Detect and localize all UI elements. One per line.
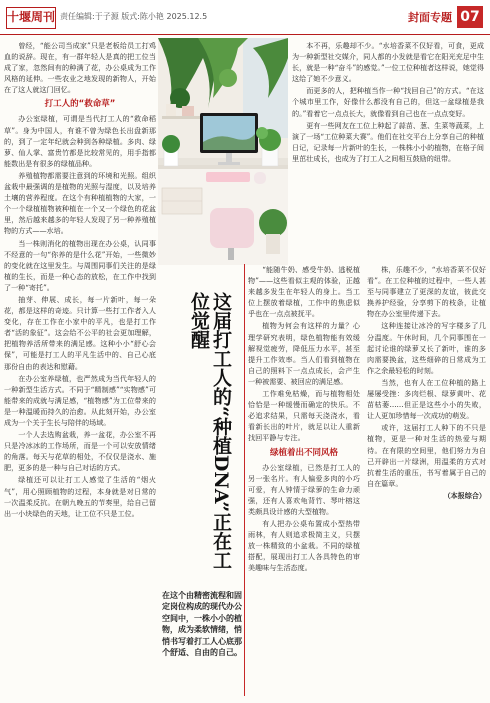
paragraph: 当一株则消化的植物出现在办公桌，认同事不经意的一句“你养的是什么花”开始，一些微妙的变化就在这里发生。与周围同事们关注的是绿植的生长，而是一种心态的放松，在工作中找到了一种“寄托”。 (4, 238, 156, 292)
main-headline: 这届打工人的“种植DNA”正在工位觉醒 (188, 292, 232, 570)
section-heading: 打工人的“救命草” (44, 99, 116, 110)
editor-credits: 责任编辑:于子源 版式:陈小艳 2025.12.5 (60, 12, 208, 21)
paragraph: 植物为何会有这样的力量？心理学研究表明，绿色植物能有效缓解视觉疲劳，降低压力水平，甚至提升工作效率。当人们看到植物在自己的照料下一点点成长，会产生一种被需要、被回应的满足感。 (248, 321, 360, 386)
column-name: 封面专题 (408, 11, 452, 24)
paragraph: 而更多的人，把种植当作一种“找回自己”的方式。“在这个城市里工作，好像什么都没有自己的，但这一盆绿植是我的。”看着它一点点长大，就像看到自己也在一点点变好。 (292, 86, 484, 118)
paragraph: 办公室绿植，已然是打工人的另一张名片。有人偏爱多肉的小巧可爱，有人钟情于绿萝的生命力顽强，还有人喜欢龟背竹、琴叶榕这类颇具设计感的大型植物。 (248, 462, 360, 516)
masthead-logo: 十堰周刊 (6, 7, 56, 29)
paragraph: 株，乐趣不少，“水培香菜不仅好看”。在工位种植的过程中，一些人甚至与同事建立了更深的友谊，彼此交换养护经验，分享剪下的枝条，让植物在办公室里传递下去。 (367, 265, 486, 319)
paragraph: 当然，也有人在工位种植的路上屡屡受挫：多肉烂根、绿萝黄叶、花苗枯萎……但正是这些小小的失败，让人更加珍惜每一次成功的萌发。 (367, 377, 486, 421)
paragraph: 这种连接让冰冷的写字楼多了几分温度。午休时间，几个同事围在一起讨论谁的绿萝又长了新叶，谁的多肉需要换盆，这些细碎的日常成为工作之余最轻松的时刻。 (367, 321, 486, 375)
paragraph: 绿植还可以让打工人感觉了生活的“烟火气”，用心照顾植物的过程，本身就是对日常的一次温柔反抗。在朝九晚五的节奏里，给自己留出一小块绿色的天地，让工位不只是工位。 (4, 475, 156, 518)
paragraph: 工作难免枯燥，而与植物相处恰恰是一种缓慢而确定的快乐。不必追求结果，只需每天浇浇水，看看新长出的叶片，就足以让人重新找回平静与专注。 (248, 389, 360, 443)
paragraph: 办公室绿植，可谓是当代打工人的“救命稻草”。身为中国人，有谁不曾为绿色长出盘新那的，到了一定年纪就会种到各种绿植。多肉、绿萝、仙人掌、富贵竹都是比较常见的，用手指都能数出是有很多的绿植品种。 (4, 114, 156, 168)
paragraph: 在办公室养绿植，也严然成为当代年轻人的一种新型生活方式。不同于“精制感”“实物感”可能带来的成就与满足感，“植物感”为工位带来的是一种温暖而持久的治愈。从此刻开始，办公室成为一个关于生长与陪伴的场域。 (4, 373, 156, 427)
page-number: 07 (457, 6, 483, 28)
subheadline: 在这个由精密流程和固定岗位构成的现代办公空间中，一株小小的植物，成为柔软情绪，悄悄书写着打工人心底那个舒适、自由的自己。 (162, 590, 242, 658)
paragraph: 养殖植物都需要注意到的环境和光照。组织盆栽中最强调的是植物的光照与湿度，以及培养土壤的营养程度。在这个有种植植物的大家，一个一个绿植植物被种植在一个又一个绿色的花盆里，然后越来越多的年轻人发现了另一种养殖植物的方式——水培。 (4, 170, 156, 236)
article-column-4 (367, 264, 486, 696)
paragraph: 曾经，“能公司当成家”只是老板给员工打鸡血的说辞。现在，有一群年轻人是真的把工位当成了家，忽然间有的种满了花，办公桌成为工作风格的延伸。一些农业之地发现的新物人，开始在了这人就这门回忆。 (4, 41, 156, 95)
paragraph: 抽芽、伸展、成长，每一片新叶，每一朵花，都是这样的奇迹。只计算一些打工作者入人变化，存在工作在小家中的平凡，也是打工作者“活的象征”。这会给不公平的社会更加理解，把植物养活所带来的满足感。这种小小“舒心会保”，可能是打工人的平凡生活中的、自己心底那份自由的表达和慰藉。 (4, 294, 156, 371)
byline: （本报综合） (443, 490, 486, 500)
column-divider (244, 264, 245, 696)
section-heading: 绿植着出不同风格 (269, 447, 338, 458)
paragraph: 有人把办公桌布置成小型热带雨林，有人则追求极简主义，只摆放一株精致的小盆栽。不同的绿植搭配，展现出打工人各具特色的审美趣味与生活态度。 (248, 518, 360, 573)
article-column-3 (248, 264, 360, 696)
paragraph: 本不再，乐趣却不少。“水培香菜不仅好看，可食，更成为一种新型社交媒介，同人都的小发就是看它在阳光充足中生长，就是一种“奋斗”的感觉。”一位工位种植者这样说，她觉得这给了她不少意义。 (292, 41, 484, 84)
paragraph: 或许，这届打工人种下的不只是植物，更是一种对生活的热爱与期待。在有限的空间里，他们努力为自己开辟出一片绿洲，用温柔的方式对抗着生活的重压，书写着属于自己的自在篇章。 (367, 423, 486, 488)
article-column-2 (292, 40, 484, 256)
paragraph: 更有一些网友在工位上种起了蒜苗、葱、生菜等蔬菜，上演了一场“工位种菜大赛”。他们在社交平台上分享自己的种植日记，记录每一片新叶的生长，一株株小小的植物，在格子间里茁壮成长，也成为了打工人之间相互鼓励的纽带。 (292, 120, 484, 163)
article-column-1 (4, 40, 156, 698)
paragraph: “能随牛奶、感受牛奶、逃税植物”——这些看似主观的体验，正越来越多发生在年轻人的身上。当工位上摆放着绿植，工作中的焦虑似乎也在一点点被抚平。 (248, 265, 360, 319)
page-header (0, 0, 490, 35)
paragraph: 一个人去选购盆栽，养一盆花，办公室不再只是冷冰冰的工作场所，而是一个可以安放情绪的角落。每天与花草的相处，不仅仅是浇水、施肥，更多的是一种与自己对话的方式。 (4, 430, 156, 473)
office-desk-photo (158, 38, 288, 265)
desk-plants-illustration (158, 38, 288, 265)
